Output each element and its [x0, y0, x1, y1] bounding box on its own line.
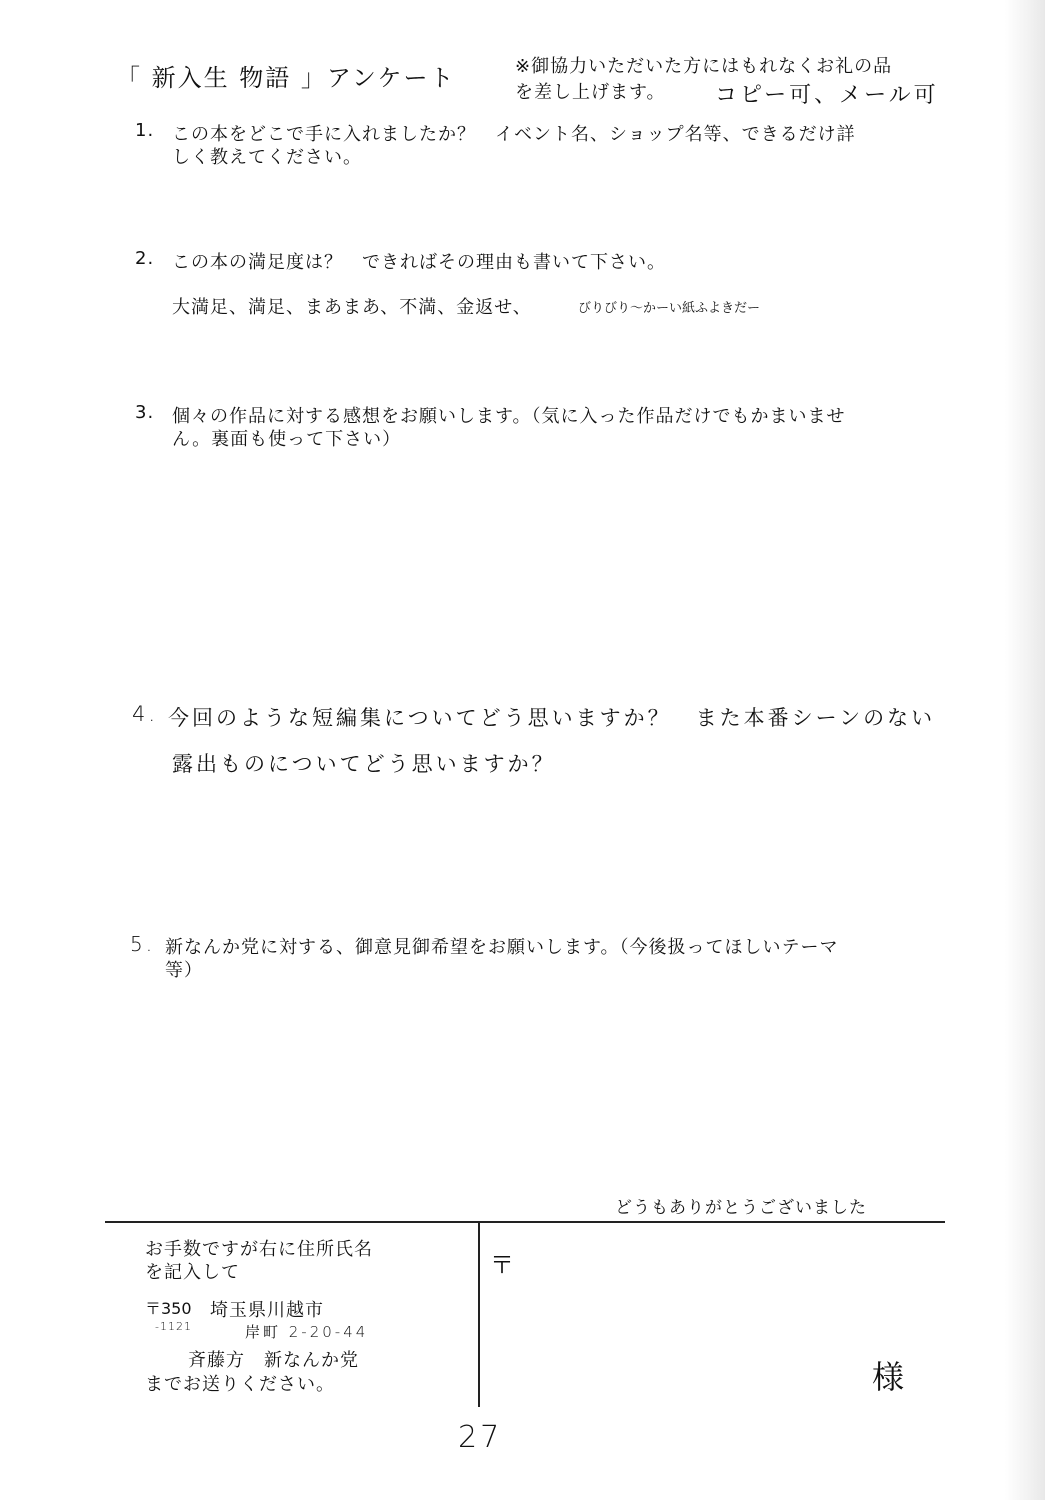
address-handwritten: 岸町 2-20-44: [245, 1323, 369, 1341]
satisfaction-options: 大満足、満足、まあまあ、不満、金返せ、: [172, 297, 532, 318]
question-5-text: 新なんか党に対する、御意見御希望をお願いします。（今後扱ってほしいテーマ: [165, 937, 839, 958]
thanks-message: どうもありがとうございました: [615, 1198, 867, 1218]
gift-note-line1: ※御協力いただいた方にはもれなくお礼の品: [515, 56, 893, 77]
question-1-number: 1.: [135, 120, 155, 141]
recipient: 斉藤方 新なんか党: [188, 1350, 359, 1371]
mailing-instruction-2: を記入して: [145, 1262, 240, 1283]
question-1-text: この本をどこで手に入れましたか？ イベント名、ショップ名等、できるだけ詳: [172, 124, 856, 145]
question-2-number: 2.: [135, 248, 155, 269]
handwritten-permission-note: コピー可、メール可: [715, 83, 939, 108]
postal-code: 〒350: [145, 1299, 192, 1318]
honorific-sama: 様: [872, 1358, 906, 1396]
mailing-closing: までお送りください。: [145, 1374, 335, 1395]
page-number: 27: [458, 1420, 503, 1455]
mailing-instruction-1: お手数ですが右に住所氏名: [145, 1239, 373, 1260]
page-edge-shadow: [1005, 0, 1045, 1500]
address-city: 埼玉県川越市: [210, 1300, 324, 1321]
question-4-text: 今回のような短編集についてどう思いますか？ また本番シーンのない: [168, 706, 936, 730]
question-3-number: 3.: [135, 402, 155, 423]
gift-note-line2: を差し上げます。: [515, 82, 666, 103]
divider-horizontal: [105, 1221, 945, 1223]
question-4-text-cont: 露出ものについてどう思いますか？: [172, 752, 556, 776]
divider-vertical: [478, 1222, 480, 1407]
question-4-number: 4.: [132, 702, 159, 726]
question-5-number: 5.: [130, 932, 156, 956]
postal-code-handwritten: -1121: [155, 1320, 192, 1333]
question-1-text-cont: しく教えてください。: [172, 147, 362, 168]
question-3-text: 個々の作品に対する感想をお願いします。（気に入った作品だけでもかまいませ: [172, 406, 846, 427]
survey-title: 「 新入生 物語 」アンケート: [116, 64, 456, 92]
postal-mark: 〒: [490, 1251, 515, 1279]
question-2-text: この本の満足度は？ できればその理由も書いて下さい。: [172, 252, 666, 273]
question-3-text-cont: ん。裏面も使って下さい）: [172, 429, 402, 450]
handwritten-option: びりびり〜かーい紙ふよきだー: [578, 301, 761, 316]
question-5-text-cont: 等）: [165, 960, 203, 981]
